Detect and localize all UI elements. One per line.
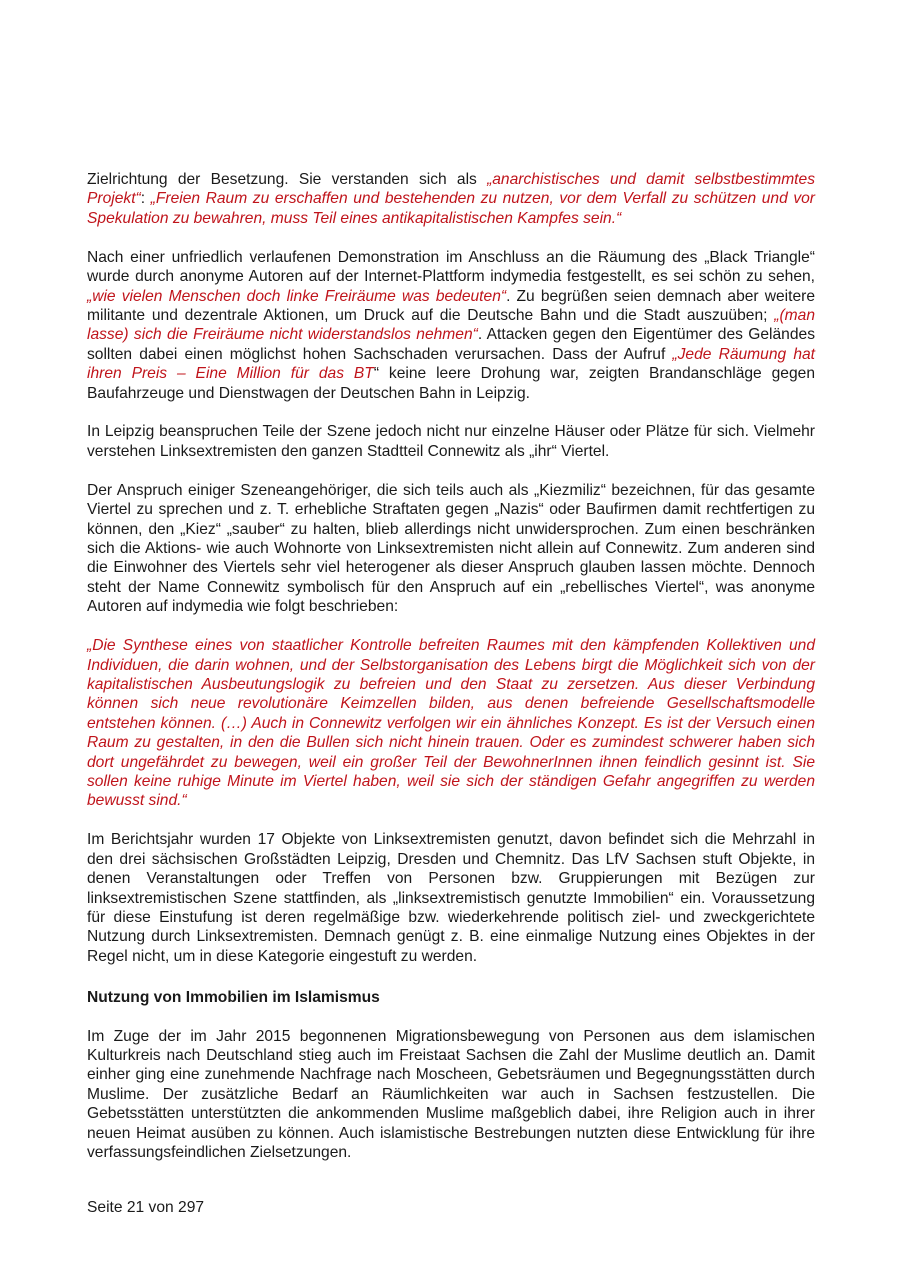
text: . Attacken gegen den Eigentümer des Geländes sollten dabei einen möglichst hohen Sachschaden verursachen. Dass der Aufruf — [87, 326, 815, 363]
document-body — [87, 170, 815, 1182]
quote-inline: „Jede Räumung hat ihren Preis – Eine Million für das BT — [87, 345, 815, 383]
paragraph-1 — [87, 170, 815, 228]
quote-inline: „(man lasse) sich die Freiräume nicht widerstandslos nehmen“ — [87, 306, 815, 344]
paragraph-4: Der Anspruch einiger Szeneangehöriger, die sich teils auch als „Kiezmiliz“ bezeichnen, für das gesamte Viertel zu sprechen und z. T. erhebliche Straftaten gegen „Nazis“ oder Baufirmen damit rechtfertigen zu können, den „Kiez“ „sauber“ zu halten, blieb allerdings nicht unwidersprochen. Zum einen beschränken sich die Aktions- wie auch Wohnorte von Linksextremisten nicht allein auf Connewitz. Zum anderen sind die Einwohner des Viertels sehr viel heterogener als dieser Anspruch glauben lassen möchte. Dennoch steht der Name Connewitz symbolisch für den Anspruch auf ein „rebellisches Viertel“, was anonyme Autoren auf indymedia wie folgt beschrieben: — [87, 481, 815, 616]
text: “ keine leere Drohung war, zeigten Brandanschläge gegen Baufahrzeuge und Dienstwagen der Deutschen Bahn in Leipzig. — [87, 365, 815, 402]
quote-inline: „anarchistisches und damit selbstbestimmtes Projekt“ — [87, 171, 815, 208]
page-number: Seite 21 von 297 — [87, 1199, 205, 1216]
paragraph-6: Im Zuge der im Jahr 2015 begonnenen Migrationsbewegung von Personen aus dem islamischen Kulturkreis nach Deutschland stieg auch im Freistaat Sachsen die Zahl der Muslime deutlich an. Damit einher ging eine zunehmende Nachfrage nach Moscheen, Gebetsräumen und Begegnungsstätten durch Muslime. Der zusätzliche Bedarf an Räumlichkeiten war auch in Sachsen festzustellen. Die Gebetsstätten unterstützten die ankommenden Muslime maßgeblich dabei, ihre Religion auch in ihrer neuen Heimat ausüben zu können. Auch islamistische Bestrebungen nutzten diese Entwicklung für ihre verfassungsfeindlichen Zielsetzungen. — [87, 1027, 815, 1161]
paragraph-2 — [87, 248, 815, 403]
text: Nach einer unfriedlich verlaufenen Demonstration im Anschluss an die Räumung des „Black Triangle“ wurde durch anonyme Autoren auf der Internet-Plattform indymedia festgestellt, es sei schön zu sehen, — [87, 248, 815, 286]
quote-inline: „wie vielen Menschen doch linke Freiräume was bedeuten“ — [87, 287, 507, 305]
paragraph-3: In Leipzig beanspruchen Teile der Szene jedoch nicht nur einzelne Häuser oder Plätze für sich. Vielmehr verstehen Linksextremisten den ganzen Stadtteil Connewitz als „ihr“ Viertel. — [87, 423, 815, 460]
block-quote: „Die Synthese eines von staatlicher Kontrolle befreiten Raumes mit den kämpfenden Kollektiven und Individuen, die darin wohnen, und der Selbstorganisation des Lebens birgt die Möglichkeit sich von der kapitalistischen Ausbeutungslogik zu befreien und den Staat zu zersetzen. Aus dieser Verbindung können sich neue revolutionäre Keimzellen bilden, aus denen befreiende Gesellschaftsmodelle entstehen können. (…) Auch in Connewitz verfolgen wir ein ähnliches Konzept. Es ist der Versuch einen Raum zu gestalten, in den die Bullen sich nicht hinein trauen. Oder es zumindest schwerer haben sich dort ungefährdet zu bewegen, weil ein großer Teil der BewohnerInnen ihnen feindlich gesinnt ist. Sie sollen keine ruhige Minute im Viertel haben, weil sie sich der ständigen Gefahr angegriffen zu werden bewusst sind.“ — [87, 637, 815, 810]
text: . Zu begrüßen seien demnach aber weitere militante und dezentrale Aktionen, um Druck auf die Deutsche Bahn und die Stadt auszuüben; — [87, 287, 815, 324]
section-heading: Nutzung von Immobilien im Islamismus — [87, 989, 380, 1007]
quote-inline: „Freien Raum zu erschaffen und bestehenden zu nutzen, vor dem Verfall zu schützen und vor Spekulation zu bewahren, muss Teil eines antikapitalistischen Kampfes sein.“ — [87, 190, 815, 227]
text: Zielrichtung der Besetzung. Sie verstanden sich als — [87, 171, 488, 188]
paragraph-5: Im Berichtsjahr wurden 17 Objekte von Linksextremisten genutzt, davon befindet sich die Mehrzahl in den drei sächsischen Großstädten Leipzig, Dresden und Chemnitz. Das LfV Sachsen stuft Objekte, in denen Veranstaltungen oder Treffen von Personen bzw. Gruppierungen mit Bezügen zur linksextremistischen Szene stattfinden, als „linksextremistisch genutzte Immobilien“ ein. Voraussetzung für diese Einstufung ist deren regelmäßige bzw. wiederkehrende politisch ziel- und zweckgerichtete Nutzung durch Linksextremisten. Demnach genügt z. B. eine einmalige Nutzung eines Objektes in der Regel nicht, um in diese Kategorie eingestuft zu werden. — [87, 831, 815, 965]
text: : — [140, 190, 151, 208]
